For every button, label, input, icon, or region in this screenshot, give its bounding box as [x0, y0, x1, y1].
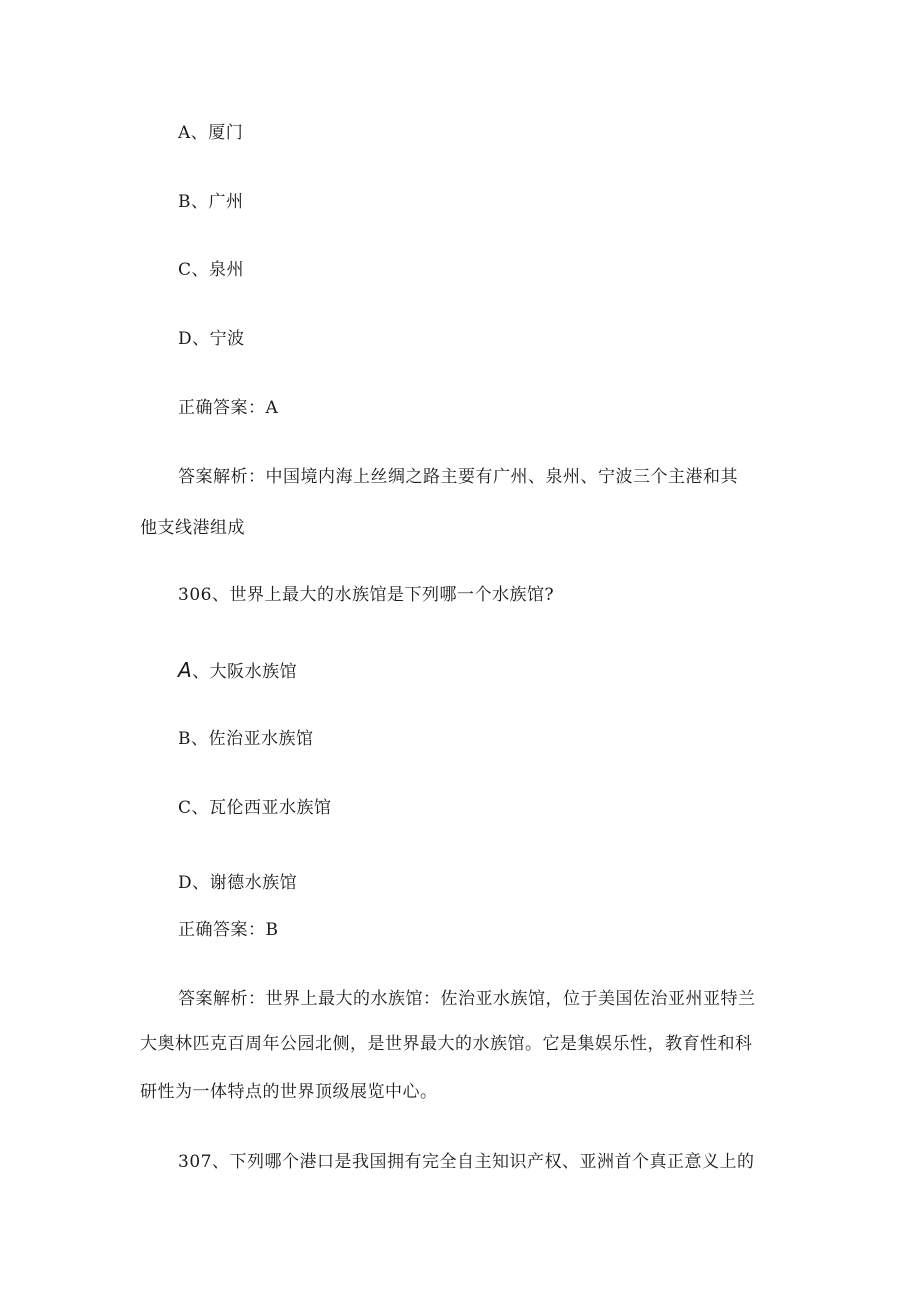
answer-analysis-line-1: 答案解析：中国境内海上丝绸之路主要有广州、泉州、宁波三个主港和其 [178, 467, 738, 487]
option-b: B、佐治亚水族馆 [178, 729, 314, 749]
option-d: D、谢德水族馆 [178, 873, 298, 893]
answer-analysis-line-3: 研性为一体特点的世界顶级展览中心。 [140, 1082, 438, 1102]
option-a-text: 、大阪水族馆 [192, 662, 298, 682]
option-c: C、泉州 [178, 260, 245, 280]
question-text: 307、下列哪个港口是我国拥有完全自主知识产权、亚洲首个真正意义上的 [178, 1152, 755, 1172]
answer-analysis-line-1: 答案解析：世界上最大的水族馆：佐治亚水族馆，位于美国佐治亚州亚特兰 [178, 989, 756, 1009]
option-c: C、瓦伦西亚水族馆 [178, 798, 332, 818]
option-a [178, 658, 297, 684]
option-d: D、宁波 [178, 329, 245, 349]
question-text: 306、世界上最大的水族馆是下列哪一个水族馆? [178, 585, 555, 605]
option-a-letter: A [178, 658, 193, 682]
option-a: A、厦门 [178, 123, 244, 143]
option-b: B、广州 [178, 192, 244, 212]
answer-analysis-line-2: 他支线港组成 [140, 518, 245, 538]
correct-answer: 正确答案：A [178, 398, 279, 418]
correct-answer: 正确答案：B [178, 920, 279, 940]
answer-analysis-line-2: 大奥林匹克百周年公园北侧，是世界最大的水族馆。它是集娱乐性，教育性和科 [140, 1034, 753, 1054]
